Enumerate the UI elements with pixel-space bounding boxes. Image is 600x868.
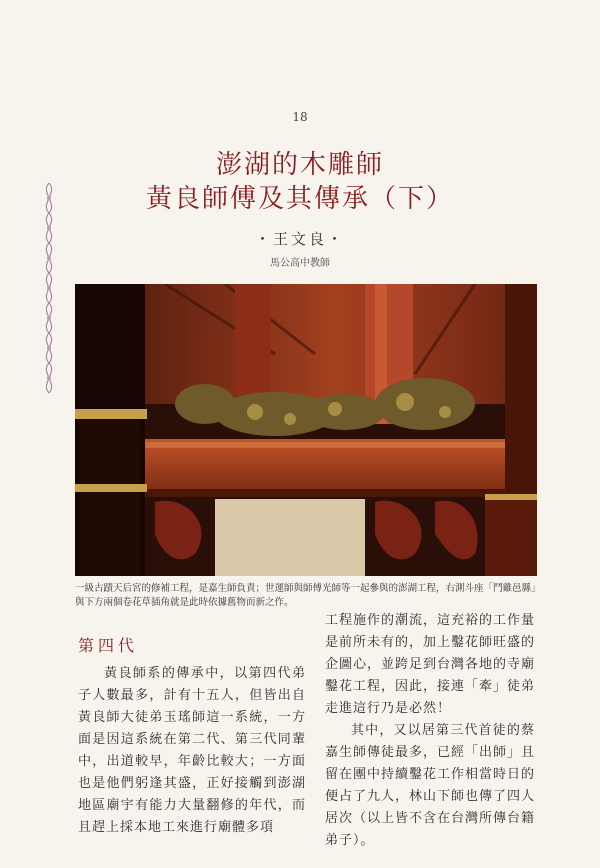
paragraph-right-2: 其中，又以居第三代首徒的蔡嘉生師傳徒最多，已經「出師」且留在團中持續鑿花工作相當時日的便占了九人，林山下師也傳了四人居次（以上皆不含在台灣所傳台籍弟子）。 <box>325 723 536 848</box>
left-column <box>78 635 306 839</box>
article-title-line1: 澎湖的木雕師 <box>215 150 384 180</box>
author-name: ・王文良・ <box>254 230 345 248</box>
page-number: 18 <box>292 110 308 124</box>
section-heading: 第四代 <box>78 636 139 655</box>
right-column <box>325 610 535 852</box>
article-title-line2: 黃良師傅及其傳承（下） <box>145 184 454 214</box>
decorative-border <box>38 183 60 403</box>
author-affiliation: 馬公高中教師 <box>270 258 330 269</box>
figure-caption: 一級古蹟天后宮的修補工程，是嘉生師負責；世運師與師傅光師等一起參與的澎湖工程，右測斗座「鬥雞邑縣」與下方兩個卷花草插角就是此時依據舊物而新之作。 <box>75 583 536 608</box>
paragraph-left: 黃良師系的傳承中，以第四代弟子人數最多，計有十五人，但皆出自黃良師大徒弟玉瑤師這一系統，一方面是因這系統在第二代、第三代同輩中，出道較早，年齡比較大；一方面也是他們躬逢其盛，正好接觸到澎湖地區廟宇有能力大量翻修的年代，而且趕上採本地工來進行廟體多項 <box>78 666 306 835</box>
paragraph-right-1: 工程施作的潮流，這充裕的工作量是前所未有的，加上鑿花師旺盛的企圖心，並跨足到台灣各地的寺廟鑿花工程，因此，接連「牽」徒弟走進這行乃是必然！ <box>325 613 536 716</box>
temple-carving-photo <box>75 284 537 576</box>
